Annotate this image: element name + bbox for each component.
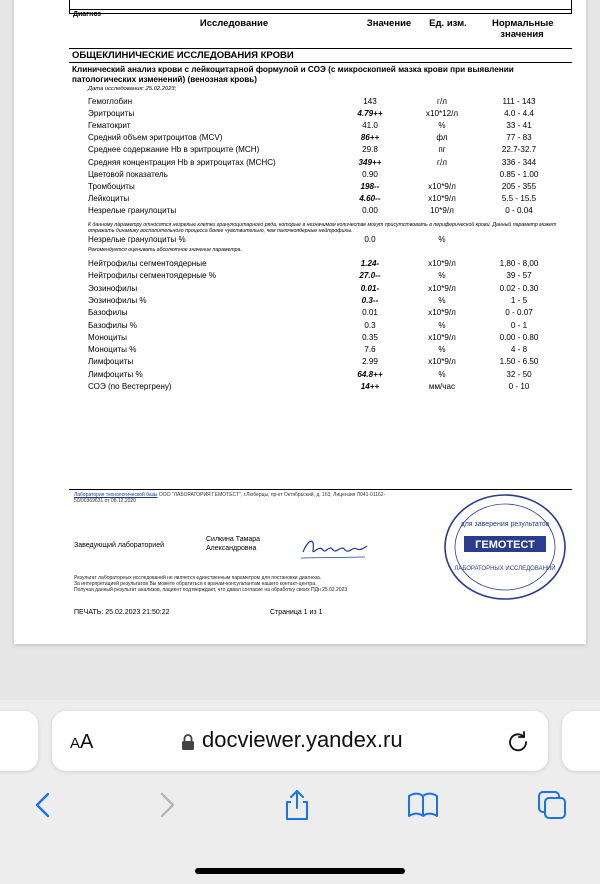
row-norm: 0.85 - 1.00 <box>499 169 539 179</box>
row-unit: фл <box>436 133 448 143</box>
row-norm: 111 - 143 <box>502 97 536 106</box>
head-of-lab-name <box>206 535 260 553</box>
table-row <box>14 109 586 119</box>
stamp-brand-text: ГЕМОТЕСТ <box>475 539 535 551</box>
signature-image <box>299 532 369 562</box>
divider <box>69 489 572 490</box>
table-row <box>14 97 586 107</box>
row-value: 198-- <box>360 181 380 191</box>
row-value: 2.99 <box>362 357 378 367</box>
divider <box>69 9 572 10</box>
table-row <box>14 284 586 294</box>
table-row <box>14 182 586 192</box>
note-immature-granulocytes: К данному параметру относятся незрелые клетки гранулоцитарного ряда, которые в незначимом количестве могут присутствовать в периферической крови. Данный параметр может отражать динамику воспалительного процесса более чувствительно, чем палочкоядерные нейтрофилы. <box>88 222 557 235</box>
row-name: Лейкоциты <box>88 193 130 203</box>
tabs-icon[interactable] <box>535 788 569 822</box>
divider <box>69 48 572 49</box>
row-name: Гемоглобин <box>88 97 133 106</box>
row-unit: x10*9/л <box>428 283 456 293</box>
row-name: Незрелые гранулоциты <box>88 205 177 215</box>
row-value: 86++ <box>360 133 380 143</box>
row-unit: мм/час <box>428 382 456 391</box>
row-name: Средняя концентрация Hb в эритроцитах (MCHC) <box>88 157 276 167</box>
row-unit: пг <box>438 145 446 155</box>
row-name: Нейтрофилы сегментоядерные % <box>88 271 217 281</box>
disclaimer-line: Получая данный результат анализов, пациент подтверждает, что давал согласие на обработку своих ПДн 25.02.2023 <box>74 587 348 593</box>
row-unit: x10*9/л <box>428 308 456 318</box>
row-norm: 33 - 41 <box>506 121 532 131</box>
row-unit: % <box>438 295 446 305</box>
lab-info <box>74 492 414 504</box>
lab-details: ООО "ЛАБОРАТОРИЯ ГЕМОТЕСТ", г.Люберцы, пр-кт Октябрьский, д. 163, Лицензия Л041-01162-50/00369631 от 08.12.2020 <box>74 492 386 504</box>
row-unit: x10*9/л <box>428 332 456 342</box>
table-row <box>14 170 586 180</box>
lab-link[interactable]: Лаборатория технологической базы <box>74 492 158 498</box>
row-value: 4.60-- <box>359 193 381 203</box>
row-unit: % <box>438 320 446 330</box>
row-norm: 4.0 - 4.4 <box>504 109 534 119</box>
bookmarks-icon[interactable] <box>406 788 440 822</box>
safari-bottom-bar <box>0 700 600 884</box>
row-value: 143 <box>363 97 377 106</box>
page-indicator: Страница 1 из 1 <box>270 609 323 616</box>
row-value: 0.3 <box>364 320 376 330</box>
text-size-small-a: A <box>70 735 81 752</box>
text-size-large-a: A <box>80 731 94 753</box>
head-name-line-2: Александровна <box>206 545 257 552</box>
row-unit: % <box>438 345 446 355</box>
row-norm: 5.5 - 15.5 <box>501 193 537 203</box>
row-name: Тромбоциты <box>88 181 135 191</box>
table-row <box>14 308 586 318</box>
row-norm: 39 - 57 <box>506 271 532 281</box>
table-row <box>14 259 586 269</box>
row-name: Эритроциты <box>88 109 135 119</box>
row-name: Незрелые гранулоциты % <box>88 235 186 244</box>
row-unit: г/л <box>437 157 447 167</box>
column-header-unit: Ед. изм. <box>429 18 467 29</box>
row-value: 29.8 <box>362 145 378 155</box>
row-unit: x10*12/л <box>425 109 459 119</box>
column-header-norm: Нормальные значения <box>492 18 554 40</box>
row-value: 4.79++ <box>357 109 383 119</box>
address-bar[interactable] <box>52 711 548 771</box>
row-unit: г/л <box>437 97 447 106</box>
row-value: 27.0-- <box>359 271 381 281</box>
row-norm: 0 - 0.07 <box>505 308 533 318</box>
row-unit: x10*9/л <box>428 259 456 268</box>
diagnosis-label: Диагноз <box>73 11 101 18</box>
column-header-value: Значение <box>366 18 412 29</box>
row-name: Моноциты <box>88 332 127 342</box>
row-unit: x10*9/л <box>428 357 456 367</box>
table-row <box>14 133 586 143</box>
row-name: Эозинофилы % <box>88 295 147 305</box>
row-norm: 205 - 355 <box>501 181 537 191</box>
forward-icon[interactable] <box>150 788 184 822</box>
text-size-button[interactable] <box>70 731 93 754</box>
subsection-title: Клинический анализ крови с лейкоцитарной формулой и СОЭ (с микроскопией мазка крови при выявлении патологических изменений) (венозная кровь) <box>72 65 514 84</box>
row-value: 1.24- <box>360 259 380 268</box>
row-name: Лимфоциты % <box>88 369 143 379</box>
table-row <box>14 357 586 367</box>
previous-tab-peek[interactable] <box>0 711 38 771</box>
table-row <box>14 333 586 343</box>
row-name: Лимфоциты <box>88 357 134 367</box>
row-value: 0.0 <box>364 235 376 244</box>
disclaimer-line: Результат лабораторных исследований не является единственным параметром для постановки диагноза. <box>74 575 322 581</box>
print-timestamp: ПЕЧАТЬ: 25.02.2023 21:50:22 <box>74 609 170 616</box>
row-norm: 336 - 344 <box>501 157 537 167</box>
disclaimer-line: За интерпретацией результатов Вы можете обратиться к врачам-консультантам нашего контакт-центра. <box>74 581 317 587</box>
table-row <box>14 382 586 392</box>
patient-header-box <box>69 0 572 14</box>
back-icon[interactable] <box>26 788 60 822</box>
row-name: СОЭ (по Вестергрену) <box>88 382 172 391</box>
row-norm: 22.7-32.7 <box>501 145 537 155</box>
row-name: Базофилы <box>88 308 128 318</box>
row-name: Моноциты % <box>88 345 137 355</box>
row-norm: 77 - 83 <box>506 133 532 143</box>
row-norm: 0 - 10 <box>508 382 530 391</box>
divider <box>69 62 572 63</box>
row-unit: 10*9/л <box>430 205 454 215</box>
row-norm: 1,80 - 8,00 <box>499 259 539 268</box>
lab-stamp-image <box>442 492 568 602</box>
row-norm: 0 - 0.04 <box>505 205 533 215</box>
head-name-line-1: Силкина Тамара <box>206 536 261 543</box>
row-norm: 0.00 - 0.80 <box>499 332 539 342</box>
table-row <box>14 145 586 155</box>
row-name: Нейтрофилы сегментоядерные <box>88 259 207 268</box>
reload-icon[interactable] <box>507 730 529 752</box>
table-row <box>14 271 586 281</box>
lock-icon <box>181 733 195 751</box>
table-row <box>14 345 586 355</box>
row-name: Цветовой показатель <box>88 169 168 179</box>
row-unit: % <box>438 369 446 379</box>
row-value: 0.00 <box>362 205 378 215</box>
url-text[interactable]: docviewer.yandex.ru <box>202 727 403 752</box>
row-unit: % <box>438 121 446 131</box>
table-row <box>14 206 586 216</box>
row-value: 64.8++ <box>357 369 383 379</box>
table-row <box>14 121 586 131</box>
row-value: 0.35 <box>362 332 378 342</box>
table-row <box>14 370 586 380</box>
study-date: Дата исследования: 25.02.2023; <box>88 86 177 92</box>
row-name: Гематокрит <box>88 121 131 131</box>
row-value: 0.90 <box>362 169 378 179</box>
disclaimer <box>74 575 414 593</box>
row-norm: 1.50 - 6.50 <box>499 357 539 367</box>
row-norm: 0 - 1 <box>510 320 528 330</box>
row-name: Базофилы % <box>88 320 138 330</box>
stamp-bottom-text: ЛАБОРАТОРНЫХ ИССЛЕДОВАНИЙ <box>454 566 556 572</box>
stamp-top-text: для заверения результатов <box>460 521 550 528</box>
row-unit: % <box>438 235 446 244</box>
column-header-study: Исследование <box>199 18 269 29</box>
document-page <box>14 0 586 644</box>
section-title: ОБЩЕКЛИНИЧЕСКИЕ ИССЛЕДОВАНИЯ КРОВИ <box>72 50 294 61</box>
row-value: 0.01 <box>362 308 378 318</box>
row-norm: 4 - 8 <box>510 345 528 355</box>
row-unit: x10*9/л <box>428 193 456 203</box>
row-norm: 32 - 50 <box>506 369 532 379</box>
table-row <box>14 158 586 168</box>
row-value: 7.6 <box>364 345 376 355</box>
home-indicator[interactable] <box>195 868 405 874</box>
row-value: 349++ <box>358 157 382 167</box>
row-unit: x10*9/л <box>428 181 456 191</box>
row-value: 41.0 <box>362 121 378 131</box>
table-row <box>14 321 586 331</box>
row-name: Эозинофилы <box>88 283 138 293</box>
row-norm: 0.02 - 0.30 <box>499 283 539 293</box>
note-absolute-value: Рекомендуется оценивать абсолютное значение параметра. <box>88 247 242 253</box>
row-value: 0.3-- <box>361 295 379 305</box>
row-name: Средний объем эритроцитов (MCV) <box>88 133 223 143</box>
row-value: 0.01- <box>360 283 380 293</box>
share-icon[interactable] <box>280 788 314 822</box>
table-row <box>14 194 586 204</box>
next-tab-peek[interactable] <box>562 711 600 771</box>
row-name: Среднее содержание Hb в эритроците (MCH) <box>88 145 260 155</box>
head-of-lab-label: Заведующий лабораторией <box>74 542 164 549</box>
row-unit: % <box>438 271 446 281</box>
row-norm: 1 - 5 <box>510 295 528 305</box>
table-row <box>14 235 586 245</box>
table-row <box>14 296 586 306</box>
row-value: 14++ <box>360 382 380 391</box>
